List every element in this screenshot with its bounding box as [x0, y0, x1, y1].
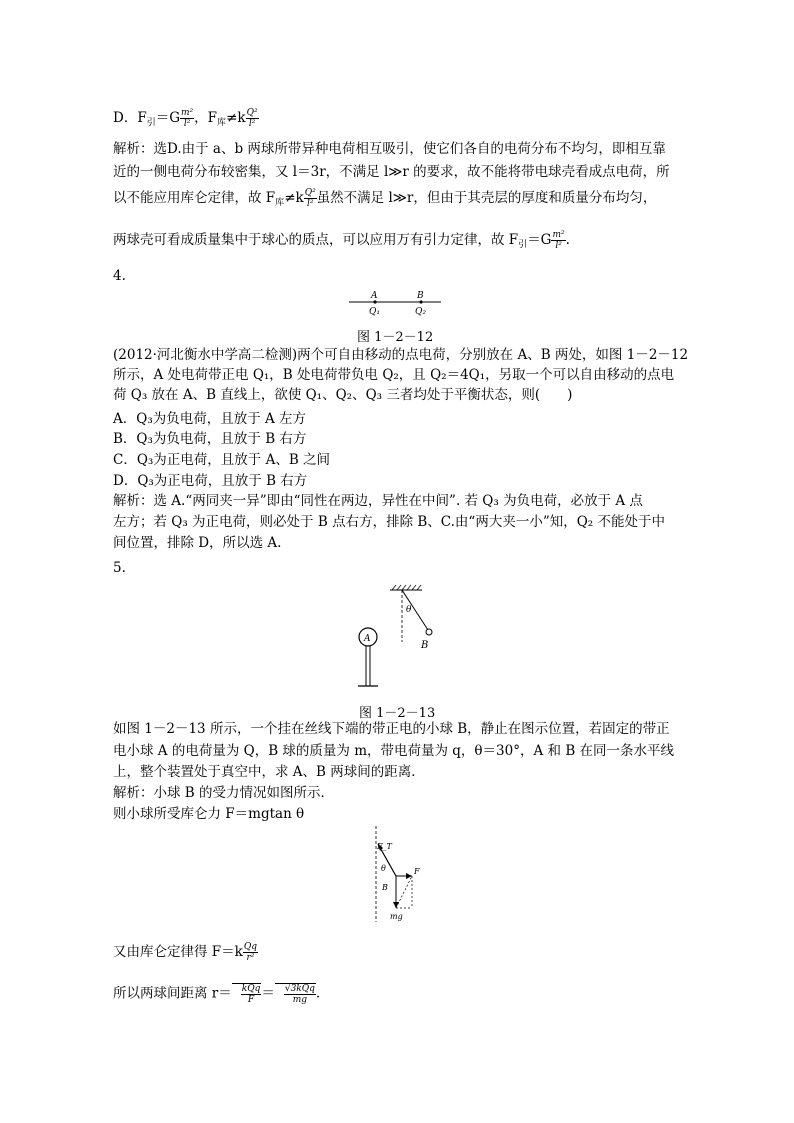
q3-analysis-line-2: 近的一侧电荷分布较密集，又 l＝3r，不满足 l≫r 的要求，故不能将带电球壳看成点电荷，所 [113, 164, 670, 180]
q5-analysis-line-4: 所以两球间距离 r＝ kQq F ＝ √3kQq mg . [113, 984, 321, 1005]
figure-caption: 图 1－2－12 [357, 330, 434, 345]
ball-b [426, 629, 432, 635]
q4-option-b: B．Q₃为负电荷，且放于 B 右方 [113, 431, 307, 447]
figure-1-2-13 [350, 582, 450, 692]
q3-analysis-line-4: 两球壳可看成质量集中于球心的质点，可以应用万有引力定律，故 $F_引=G$ $\frac{\text{m²}}{\text{l²}}$ . [113, 230, 570, 251]
q3-analysis-line-1: 解析：选D.由于 a、b 两球所带异种电荷相互吸引，使它们各自的电荷分布不均匀，即相互靠 [113, 141, 666, 157]
q5-analysis-line-2: 则小球所受库仑力 F＝mgtan θ [113, 806, 305, 822]
fraction: $\frac{\text{m²}}{\text{l²}}$ [552, 230, 565, 251]
q4-analysis-line-1: 解析：选 A.“两同夹一异”即由“同性在两边，异性在中间”. 若 Q₃ 为负电荷，必放于 A 点 [113, 493, 643, 509]
figure-1-2-12 [345, 288, 445, 320]
label-ft: F_T [377, 842, 392, 851]
q4-option-d: D．Q₃为正电荷，且放于 B 右方 [113, 473, 308, 489]
q5-analysis-line-3: 又由库仑定律得 F＝k $\frac{Qq}{\text{r²}}$ [113, 942, 257, 963]
label-f: F [414, 867, 420, 876]
label-b: B [417, 291, 424, 301]
fraction: $\frac{Qq}{\text{r²}}$ [243, 942, 257, 963]
fraction: $\frac{\text{m²}}{\text{l²}}$ [181, 108, 194, 129]
label-a: A [364, 634, 371, 644]
fraction: $\frac{\text{Q²}}{\text{l²}}$ [246, 108, 258, 129]
q3-analysis-line-3: 以不能应用库仑定律，故 $F_库\ne k$ $\frac{\text{Q²}}{\text{l²}}$ 虽然不满足 l≫r，但由于其壳层的厚度和质量分布均匀， [113, 188, 657, 209]
q3-option-d: D．$F_引=G$ $\frac{\text{m²}}{\text{l²}}$ ，$F_库\ne k$ $\frac{\text{Q²}}{\text{l²}}$ [113, 108, 258, 129]
q4-stem-line-3: 荷 Q₃ 放在 A、B 直线上，欲使 Q₁、Q₂、Q₃ 三者均处于平衡状态，则( ) [113, 387, 573, 403]
label-mg: mg [390, 912, 403, 921]
q5-analysis-line-1: 解析：小球 B 的受力情况如图所示． [113, 785, 335, 801]
label-theta: θ [381, 864, 386, 873]
q4-option-c: C．Q₃为正电荷，且放于 A、B 之间 [113, 452, 331, 468]
q4-stem-line-2: 所示，A 处电荷带正电 Q₁，B 处电荷带负电 Q₂，且 Q₂＝4Q₁，另取一个可以自由移动的点电 [113, 367, 675, 383]
q4-stem-line-1: (2012·河北衡水中学高二检测)两个可自由移动的点电荷，分别放在 A、B 两处，如图 1－2－12 [113, 347, 689, 363]
q5-stem-line-2: 电小球 A 的电荷量为 Q，B 球的质量为 m，带电荷量为 q，θ＝30°，A 和 B 在同一条水平线 [113, 743, 675, 759]
label-a: A [371, 291, 378, 301]
label-q1: Q₁ [369, 307, 380, 317]
fraction: $\frac{\text{Q²}}{\text{l²}}$ [304, 188, 316, 209]
label-b: B [382, 883, 388, 892]
force-diagram [368, 826, 438, 926]
q4-analysis-line-2: 左方；若 Q₃ 为正电荷，则必处于 B 点右方，排除 B、C.由“两大夹一小”知，Q₂ 不能处于中 [113, 514, 665, 530]
q5-stem-line-1: 如图 1－2－13 所示，一个挂在丝线下端的带正电的小球 B，静止在图示位置，若固定的带正 [113, 721, 670, 737]
q4-number: 4. [113, 268, 126, 284]
q4-analysis-line-3: 间位置，排除 D，所以选 A. [113, 535, 282, 551]
label-theta: θ [406, 605, 412, 615]
label-b: B [421, 640, 429, 651]
q5-number: 5. [113, 560, 126, 576]
sqrt: √3kQq mg [275, 983, 316, 1005]
sqrt: kQq F [232, 983, 262, 1005]
figure-caption: 图 1－2－13 [359, 706, 436, 721]
q4-option-a: A．Q₃为负电荷，且放于 A 左方 [113, 411, 307, 427]
label-q2: Q₂ [415, 307, 426, 317]
q5-stem-line-3: 上，整个装置处于真空中，求 A、B 两球间的距离． [113, 764, 425, 780]
